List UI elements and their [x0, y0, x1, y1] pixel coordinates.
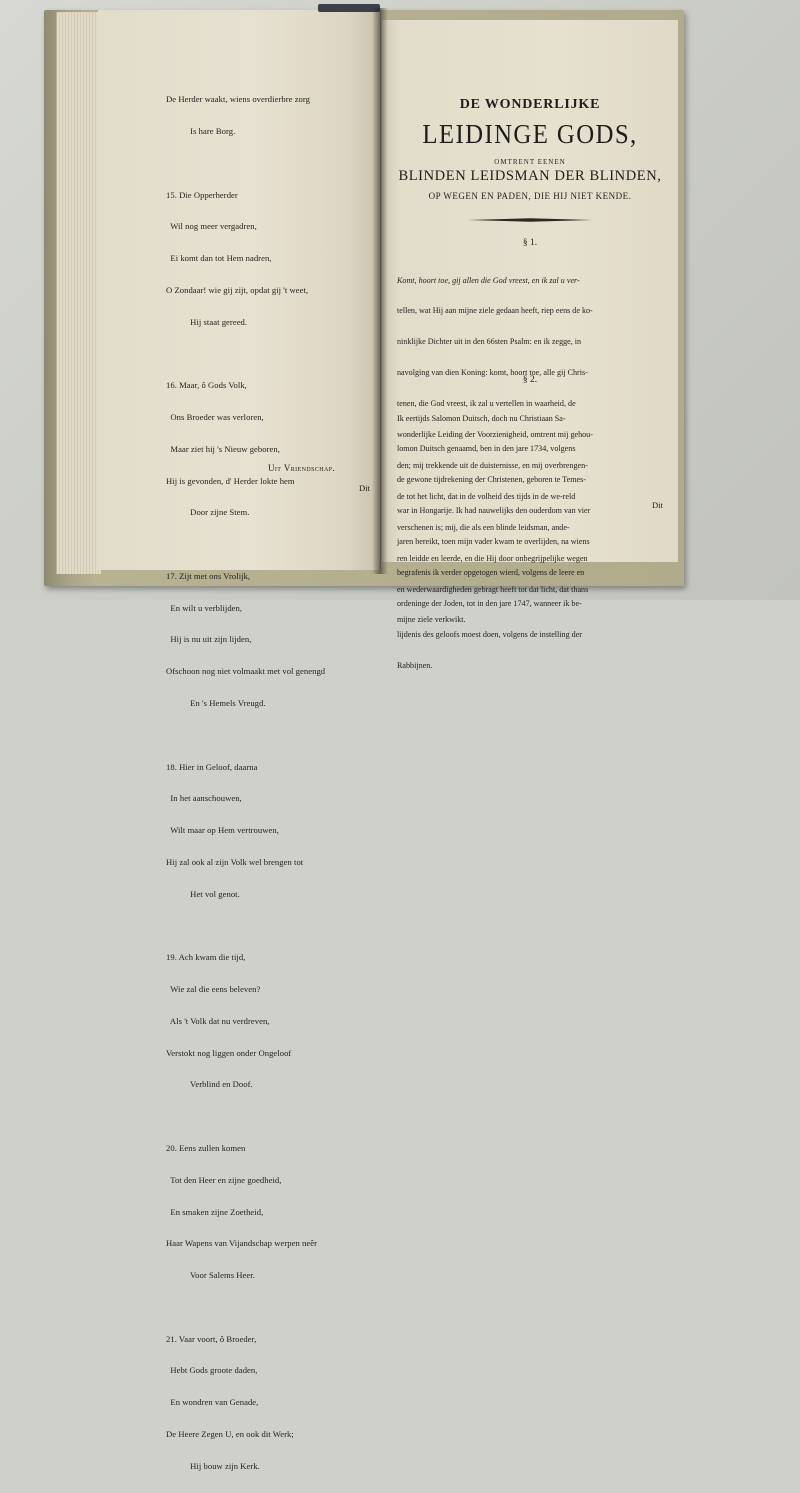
poem-line: Het vol genot.	[166, 888, 240, 899]
heading-main: LEIDINGE GODS,	[422, 119, 638, 149]
poem-line: En wilt u verblijden,	[166, 602, 243, 613]
poem-line: Is hare Borg.	[166, 125, 236, 136]
poem-line: 15. Die Opperherder	[166, 189, 238, 200]
poem-line: Haar Wapens van Vijandschap werpen neêr	[166, 1238, 317, 1249]
poem-line: En wondren van Genade,	[166, 1397, 259, 1408]
text-line: de tot het licht, dat in de volheid des tijds in de we-reld	[397, 491, 576, 501]
section-1-mark: § 1.	[522, 238, 538, 248]
heading-small: OMTRENT EENEN	[494, 158, 566, 166]
text-line: navolging van dien Koning: komt, hoort toe, alle gij Chris-	[397, 368, 588, 378]
text-line: ren leidde en leerde, en die Hij door onbegrijpelijke wegen	[397, 553, 588, 563]
text-line: wonderlijke Leiding der Voorzienigheid, omtrent mij gehou-	[397, 430, 593, 440]
text-line: war in Hongarije. Ik had nauwelijks den ouderdom van vier	[397, 506, 591, 516]
poem-line: Wilt maar op Hem vertrouwen,	[166, 825, 279, 836]
poem-line: Hij is nu uit zijn lijden,	[166, 634, 252, 645]
text-line: mijne ziele verkwikt.	[397, 615, 466, 625]
poem-line: 17. Zijt met ons Vrolijk,	[166, 570, 251, 581]
poem-line: 19. Ach kwam die tijd,	[166, 952, 246, 963]
text-line: jaren bereikt, toen mijn vader kwam te overlijden, na wiens	[397, 537, 590, 547]
poem-line: In het aanschouwen,	[166, 793, 242, 804]
text-line: ninklijke Dichter uit in den 66sten Psalm: en ik zegge, in	[397, 337, 582, 347]
poem-line: Ons Broeder was verloren,	[166, 412, 264, 422]
poem-line: Voor Salems Heer.	[166, 1270, 255, 1281]
text-line: lijdenis des geloofs moest doen, volgens de instelling der	[397, 629, 583, 639]
poem-line: Hij is gevonden, d' Herder lokte hem	[166, 475, 295, 486]
ornament-rule	[468, 218, 592, 222]
poem-line: Wie zal die eens beleven?	[166, 984, 261, 995]
text-line: Komt, hoort toe, gij allen die God vreest, en ik zal u ver-	[397, 275, 580, 285]
poem-line: Ofschoon nog niet volmaakt met vol genengd	[166, 666, 326, 677]
poem-line: De Heere Zegen U, en ook dit Werk;	[166, 1429, 294, 1439]
poem-signature: Uit Vriendschap.	[268, 463, 336, 473]
text-line: en wederwaardigheden gebragt heeft tot dat licht, dat thans	[397, 584, 589, 594]
page-edges	[56, 12, 101, 574]
spine-top	[318, 4, 380, 12]
poem-line: Door zijne Stem.	[166, 507, 250, 518]
poem-line: 18. Hier in Geloof, daarna	[166, 761, 258, 772]
text-line: tellen, wat Hij aan mijne ziele gedaan heeft, riep eens de ko-	[397, 306, 593, 316]
poem-line: En 's Hemels Vreugd.	[166, 698, 266, 709]
poem-line: Maar ziet hij 's Nieuw geboren,	[166, 443, 280, 454]
poem-line: Wil nog meer vergadren,	[166, 221, 257, 232]
poem-line: 21. Vaar voort, ô Broeder,	[166, 1333, 257, 1344]
poem-line: En smaken zijne Zoetheid,	[166, 1206, 264, 1217]
poem-line: De Herder waakt, wiens overdierbre zorg	[166, 94, 311, 105]
left-catchword: Dit	[359, 483, 370, 493]
poem-line: 16. Maar, ô Gods Volk,	[166, 380, 247, 391]
text-line: ordeninge der Joden, tot in den jare 1747, wanneer ik be-	[397, 598, 582, 608]
poem-line: 20. Eens zullen komen	[166, 1142, 246, 1153]
poem-line: Hebt Gods groote daden,	[166, 1365, 258, 1376]
text-line: verschenen is; mij, die als een blinde leidsman, ande-	[397, 522, 570, 532]
heading-tail: OP WEGEN EN PADEN, DIE HIJ NIET KENDE.	[428, 191, 632, 201]
poem-line: O Zondaar! wie gij zijt, opdat gij 't weet,	[166, 284, 309, 295]
poem-line: Hij staat gereed.	[166, 316, 248, 327]
text-line: begrafenis ik verder opgetogen wierd, volgens de leere en	[397, 568, 585, 578]
heading-sub: BLINDEN LEIDSMAN DER BLINDEN,	[398, 168, 662, 184]
text-line: tenen, die God vreest, ik zal u vertellen in waarheid, de	[397, 399, 576, 409]
poem-line: Tot den Heer en zijne goedheid,	[166, 1174, 282, 1185]
poem-line: Ei komt dan tot Hem nadren,	[166, 253, 272, 264]
left-page-poem	[166, 73, 376, 1493]
poem-line: Hij zal ook al zijn Volk wel brengen tot	[166, 856, 304, 867]
text-line: den; mij trekkende uit de duisternisse, en mij overbrengen-	[397, 460, 588, 470]
heading-top: DE WONDERLIJKE	[459, 97, 601, 112]
text-line: Ik eertijds Salomon Duitsch, doch nu Christiaan Sa-	[397, 413, 566, 423]
poem-line: Verstokt nog liggen onder Ongeloof	[166, 1047, 292, 1058]
text-line: Rabbijnen.	[397, 660, 433, 670]
right-catchword: Dit	[652, 500, 663, 510]
text-line: lomon Duitsch genaamd, ben in den jare 1734, volgens	[397, 444, 576, 454]
poem-line: Verblind en Doof.	[166, 1079, 253, 1090]
poem-line: Als 't Volk dat nu verdreven,	[166, 1015, 270, 1026]
text-line: de gewone tijdrekening der Christenen, geboren te Temes-	[397, 475, 586, 485]
poem-line: Hij bouw zijn Kerk.	[166, 1460, 260, 1471]
section-2-mark: § 2.	[522, 375, 538, 385]
section-2-text	[397, 393, 667, 692]
